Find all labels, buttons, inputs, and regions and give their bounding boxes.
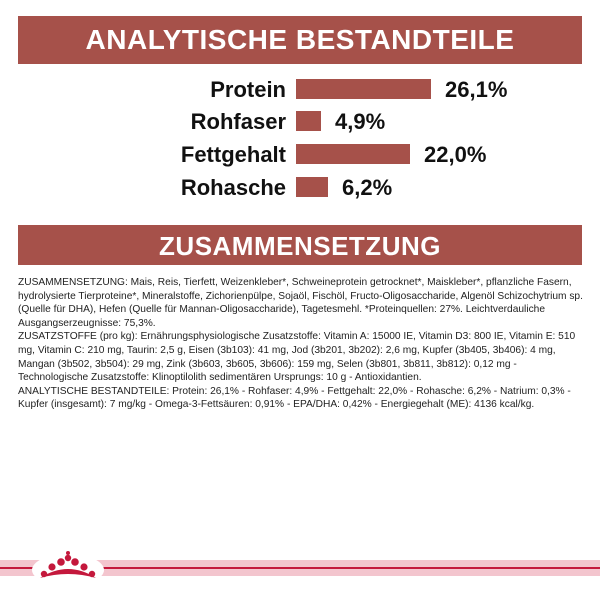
composition-paragraph-analysis: ANALYTISCHE BESTANDTEILE: Protein: 26,1% - Rohfaser: 4,9% - Fettgehalt: 22,0% - Rohasche: 6,2% - Natrium: 0,3% - Kupfer (insgesamt): 7 mg/kg - Omega-3-Fettsäuren: 0,91% - EPA/DHA: 0,42% - Energiegehalt (ME): 4136 kcal/kg.	[18, 385, 571, 411]
nutrient-label: Protein	[210, 77, 286, 102]
nutrient-row	[0, 141, 600, 169]
analysis-title-banner	[18, 16, 582, 64]
nutrient-label: Rohasche	[180, 175, 286, 200]
nutrient-row	[0, 76, 600, 104]
nutrient-value-label: 26,1%	[445, 77, 508, 102]
analysis-title: ANALYTISCHE BESTANDTEILE	[85, 24, 515, 55]
composition-text	[18, 276, 584, 412]
nutrient-bar	[296, 79, 431, 99]
composition-paragraph-additives: ZUSATZSTOFFE (pro kg): Ernährungsphysiologische Zusatzstoffe: Vitamin A: 15000 IE, Vitamin D3: 800 IE, Vitamin E: 510 mg, Vitamin C: 210 mg, Taurin: 2,5 g, Eisen (3b103): 41 mg, Jod (3b201, 3b202): 2,6 mg, Kupfer (3b405, 3b406): 4 mg, Mangan (3b502, 3b504): 29 mg, Zink (3b603, 3b605, 3b606): 159 mg, Selen (3b801, 3b811, 3b812): 0,12 mg - Technologische Zusatzstoffe: Klinoptilolith sedimentären Ursprungs: 10 g - Antioxidantien.	[18, 331, 576, 384]
composition-title: ZUSAMMENSETZUNG	[159, 231, 441, 261]
nutrient-label: Rohfaser	[190, 109, 286, 134]
nutrient-bar	[296, 144, 410, 164]
nutrient-row	[0, 108, 600, 136]
nutrient-row	[0, 174, 600, 202]
composition-title-banner	[18, 225, 582, 265]
nutrient-value-label: 6,2%	[342, 175, 393, 200]
nutrient-value-label: 4,9%	[335, 109, 386, 134]
nutrient-bar	[296, 111, 321, 131]
nutrient-label: Fettgehalt	[180, 142, 286, 167]
royal-canin-crown-logo-icon	[30, 546, 106, 586]
nutrient-bar	[296, 177, 328, 197]
composition-paragraph-ingredients: ZUSAMMENSETZUNG: Mais, Reis, Tierfett, Weizenkleber*, Schweineprotein getrocknet*, Maiskleber*, pflanzliche Fasern, hydrolysierte Tierproteine*, Mineralstoffe, Zichorienpülpe, Sojaöl, Fischöl, Fructo-Oligosaccharide, Algenöl Schizochytrium sp. (Quelle für DHA), Hefen (Quelle für Mannan-Oligosaccharide), Tagetesmehl. *Proteinquellen: 27%. Leichtverdauliche Ausgangserzeugnisse: 75,3%.	[18, 277, 583, 329]
nutrient-value-label: 22,0%	[424, 142, 487, 167]
